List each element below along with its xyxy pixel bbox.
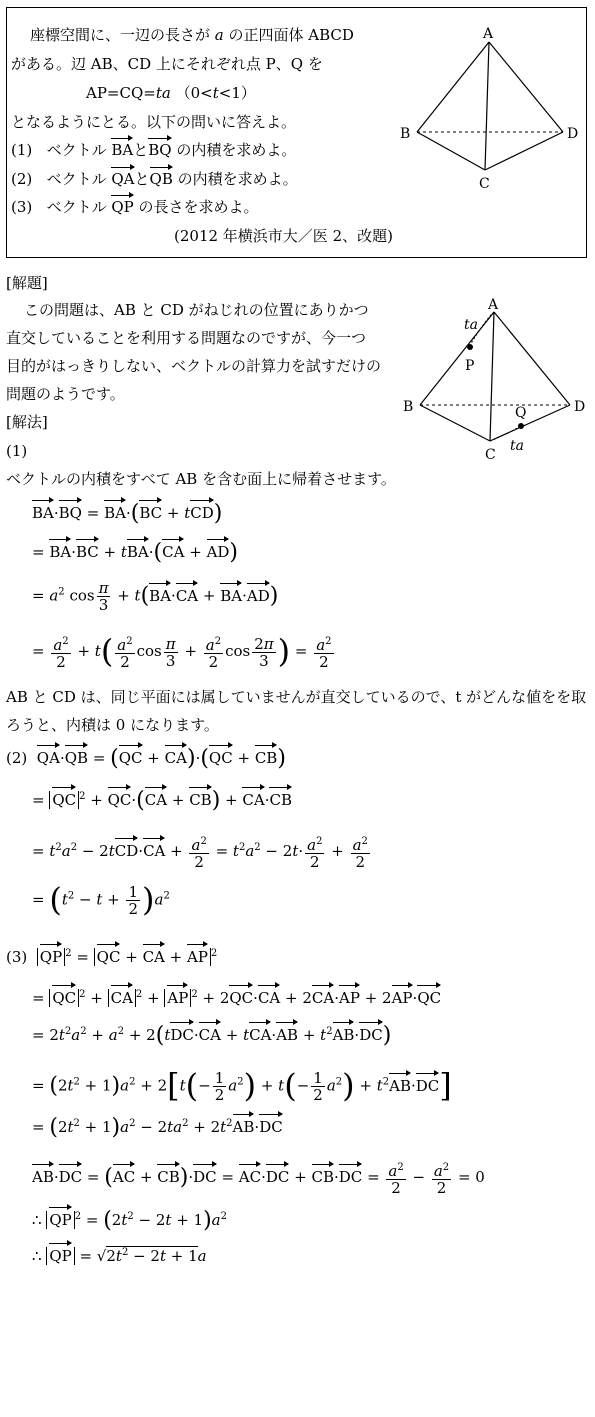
point-p <box>467 344 473 350</box>
point-p-label: P <box>465 358 475 374</box>
problem-line-1: 座標空間に、一辺の長さが a の正四面体 ABCD <box>30 26 354 44</box>
question-3: (3) ベクトル QP の長さを求めよ。 <box>11 198 259 216</box>
eq-3-line-4: = $(2t^2 + 1)a^2 + 2[t(-$ $\frac{1}{2}$ $a^2) + t(-$ $\frac{1}{2}$ $a^2) + t^2AB\cdot DC$] <box>32 1066 452 1105</box>
eq-1-line-3: = $a^2$ cos $\frac{\pi}{3}$ + t(BA·CA + BA·AD) <box>32 579 279 614</box>
eq-2-line-2: = QC $^2$ + QC·(CA + CB) + CA·CB <box>32 788 292 813</box>
vertex-c-label: C <box>479 176 490 192</box>
eq-2-line-3: = $t^2a^2 - 2tCD\cdot CA$ + $\frac{a^2}{2}$ = $t^2a^2 - 2t\cdot$ $\frac{a^2}{2}$ + $\frac{a^2}{2}$ <box>32 836 368 871</box>
eq-3-line-6: AB·DC = (AC + CB)·DC = AC·DC + CB·DC = $\frac{a^2}{2}$ − $\frac{a^2}{2}$ = 0 <box>32 1162 485 1197</box>
eq-3-line-1: (3) QP $^2$ = QC + CA + AP $^2$ <box>6 948 218 966</box>
solution-para-1: この問題は、AB と CD がねじれの位置にありかつ <box>24 301 369 319</box>
solution-heading: [解題] <box>6 274 48 292</box>
method-heading: [解法] <box>6 413 48 431</box>
eq-1-line-1: BA·BQ = BA·(BC + tCD) <box>32 501 223 526</box>
length-ta-label: ta <box>510 438 524 454</box>
tetrahedron-pq-figure <box>400 295 590 465</box>
length-ta-label: ta <box>464 317 478 333</box>
point-q-label: Q <box>515 405 527 421</box>
problem-source: (2012 年横浜市大／医 2、改題) <box>174 227 393 245</box>
eq-2-line-1: (2) QA·QB = (QC + CA)·(QC + CB) <box>6 746 286 771</box>
eq-1-line-4: = $\frac{a^2}{2}$ + t( $\frac{a^2}{2}$ cos $\frac{\pi}{3}$ + $\frac{a^2}{2}$ cos $\frac{2\pi}{3}$ ) = $\frac{a^2}{2}$ <box>32 632 332 671</box>
question-1: (1) ベクトル BAとBQ の内積を求めよ。 <box>11 141 297 159</box>
eq-3-line-8: ∴ QP = $√2t^2 - 2t + 1a$ <box>32 1247 207 1265</box>
problem-line-3: AP=CQ=ta （0<t<1） <box>86 84 256 102</box>
eq-3-line-5: = $(2t^2 + 1)a^2 - 2ta^2 + 2t^2AB\cdot DC$ <box>32 1115 283 1140</box>
part-3-label: (3) <box>6 948 28 966</box>
problem-line-2: がある。辺 AB、CD 上にそれぞれ点 P、Q を <box>11 55 323 73</box>
vertex-a-label: A <box>483 26 494 42</box>
problem-line-4: となるようにとる。以下の問いに答えよ。 <box>11 113 297 131</box>
point-q <box>518 423 524 429</box>
question-2: (2) ベクトル QAとQB の内積を求めよ。 <box>11 170 298 188</box>
vertex-c-label: C <box>485 447 496 463</box>
vertex-d-label: D <box>567 126 579 142</box>
tetrahedron-figure <box>395 22 585 197</box>
part-1-intro: ベクトルの内積をすべて AB を含む面上に帰着させます。 <box>6 470 396 488</box>
part-2-label: (2) <box>6 749 28 767</box>
part-1-label: (1) <box>6 442 28 460</box>
solution-para-2: 直交していることを利用する問題なのですが、今一つ <box>6 329 367 347</box>
eq-3-line-7: ∴ QP $^2 = (2t^2 - 2t + 1)a^2$ <box>32 1208 227 1233</box>
eq-1-line-2: = BA·BC + tBA·(CA + AD) <box>32 540 239 565</box>
eq-2-line-4: = ($t^2 - t$ + $\frac{1}{2}$ )$a^2$ <box>32 880 170 919</box>
vertex-d-label: D <box>574 399 586 415</box>
part-1-note-2: ろうと、内積は 0 になります。 <box>6 716 219 734</box>
solution-para-3: 目的がはっきりしない、ベクトルの計算力を試すだけの <box>6 357 382 375</box>
solution-para-4: 問題のようです。 <box>6 385 125 403</box>
vertex-b-label: B <box>403 399 414 415</box>
vertex-b-label: B <box>400 126 411 142</box>
eq-3-line-3: = $2t^2a^2 + a^2 + 2(tDC\cdot CA + tCA\cdot AB + t^2AB\cdot DC)$ <box>32 1023 392 1048</box>
part-1-note-1: AB と CD は、同じ平面には属していませんが直交しているので、t がどんな値をを取 <box>6 688 587 706</box>
eq-3-line-2: = QC $^2$ + CA $^2$ + AP $^2$ + 2QC·CA + 2CA·AP + 2AP·QC <box>32 989 442 1007</box>
vertex-a-label: A <box>488 297 499 313</box>
